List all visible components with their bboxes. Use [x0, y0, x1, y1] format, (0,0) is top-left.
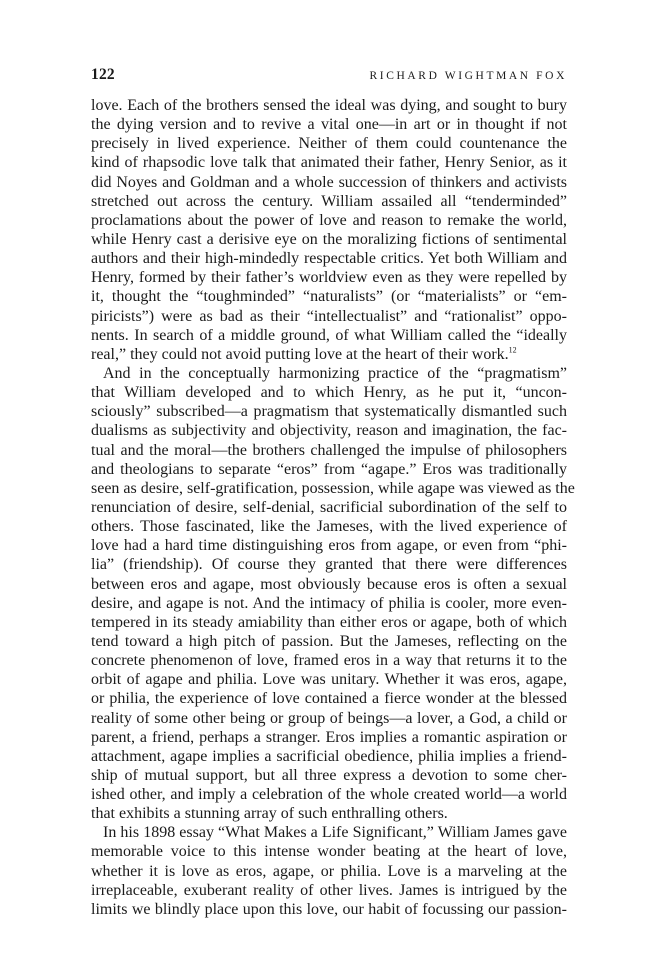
line-text: nents. In search of a middle ground, of what William called the “ideally	[91, 326, 567, 344]
text-line	[91, 555, 567, 574]
text-line	[91, 153, 567, 172]
text-line	[91, 345, 567, 364]
text-line	[91, 842, 567, 861]
text-line	[91, 307, 567, 326]
text-line	[91, 823, 567, 842]
text-line	[91, 804, 567, 823]
text-line	[91, 287, 567, 306]
line-text: seen as desire, self-gratification, possession, while agape was viewed as the	[91, 479, 575, 497]
paragraph	[91, 96, 567, 364]
text-line	[91, 766, 567, 785]
body-text	[91, 96, 575, 919]
text-line	[91, 594, 567, 613]
line-text: ship of mutual support, but all three express a devotion to some cher-	[91, 766, 567, 784]
line-text: or philia, the experience of love contained a fierce wonder at the blessed	[91, 690, 567, 708]
line-text: In his 1898 essay “What Makes a Life Significant,” William James gave	[103, 824, 567, 842]
text-line	[91, 134, 567, 153]
line-text: tempered in its steady amiability than either eros or agape, both of which	[91, 613, 567, 631]
text-line	[91, 230, 567, 249]
text-line	[91, 249, 567, 268]
running-title: RICHARD WIGHTMAN FOX	[369, 70, 567, 82]
text-line	[91, 728, 567, 747]
text-line	[91, 479, 575, 498]
line-text: reality of some other being or group of beings—a lover, a God, a child or	[91, 709, 567, 727]
paragraph	[91, 364, 575, 823]
line-text: tend toward a high pitch of passion. But the Jameses, reflecting on the	[91, 632, 567, 650]
line-text: memorable voice to this intense wonder beating at the heart of love,	[91, 843, 567, 861]
line-text: sciously” subscribed—a pragmatism that systematically dismantled such	[91, 403, 567, 421]
line-text: tual and the moral—the brothers challenged the impulse of philosophers	[91, 441, 567, 459]
line-text: concrete phenomenon of love, framed eros in a way that returns it to the	[91, 652, 567, 670]
paragraph	[91, 823, 567, 919]
text-line	[91, 211, 567, 230]
text-line	[91, 881, 567, 900]
text-line	[91, 115, 567, 134]
text-line	[91, 192, 567, 211]
book-page	[91, 66, 575, 919]
page-number: 122	[91, 66, 115, 83]
line-text: orbit of agape and philia. Love was unitary. Whether it was eros, agape,	[91, 671, 567, 689]
text-line	[91, 575, 567, 594]
text-line	[91, 402, 567, 421]
line-text: love. Each of the brothers sensed the ideal was dying, and sought to bury	[91, 97, 567, 114]
text-line	[91, 460, 567, 479]
text-line	[91, 96, 567, 115]
line-text: and theologians to separate “eros” from “agape.” Eros was traditionally	[91, 460, 567, 478]
line-text: others. Those fascinated, like the Jameses, with the lived experience of	[91, 518, 567, 536]
line-text: the dying version and to revive a vital one—in art or in thought if not	[91, 116, 567, 134]
text-line	[91, 670, 567, 689]
text-line	[91, 498, 567, 517]
line-text: dualisms as subjectivity and objectivity, reason and imagination, the fac-	[91, 422, 567, 440]
text-line	[91, 536, 567, 555]
line-text: authors and their high-mindedly respectable critics. Yet both William and	[91, 250, 567, 268]
line-text: that exhibits a stunning array of such enthralling others.	[91, 805, 448, 823]
line-text: attachment, agape implies a sacrificial obedience, philia implies a friend-	[91, 747, 567, 765]
text-line	[91, 613, 567, 632]
line-text: between eros and agape, most obviously because eros is often a sexual	[91, 575, 567, 593]
running-head	[91, 66, 567, 90]
line-text: irreplaceable, exuberant reality of other lives. James is intrigued by the	[91, 881, 567, 899]
text-line	[91, 900, 567, 919]
text-line	[91, 173, 567, 192]
text-line	[91, 785, 567, 804]
line-text: love had a hard time distinguishing eros from agape, or even from “phi-	[91, 537, 567, 555]
line-text: that William developed and to which Henry, as he put it, “uncon-	[91, 384, 567, 402]
line-text: piricists”) were as bad as their “intellectualist” and “rationalist” oppo-	[91, 307, 567, 325]
text-line	[91, 383, 567, 402]
line-text: stretched out across the century. William assailed all “tenderminded”	[91, 192, 567, 210]
line-text: ished other, and imply a celebration of the whole created world—a world	[91, 786, 567, 804]
line-text: lia” (friendship). Of course they granted that there were differences	[91, 556, 567, 574]
text-line	[91, 689, 567, 708]
text-line	[91, 441, 567, 460]
line-text: while Henry cast a derisive eye on the moralizing fictions of sentimental	[91, 230, 567, 248]
line-text: Henry, formed by their father’s worldview even as they were repelled by	[91, 269, 567, 287]
text-line	[91, 421, 567, 440]
text-line	[91, 709, 567, 728]
footnote-marker[interactable]: 12	[508, 345, 517, 355]
text-line	[91, 364, 567, 383]
text-line	[91, 517, 567, 536]
text-line	[91, 632, 567, 651]
line-text: kind of rhapsodic love talk that animated their father, Henry Senior, as it	[91, 154, 567, 172]
line-text: real,” they could not avoid putting love at the heart of their work.	[91, 345, 509, 363]
line-text: desire, and agape is not. And the intimacy of philia is cooler, more even-	[91, 594, 567, 612]
line-text: parent, a friend, perhaps a stranger. Eros implies a romantic aspiration or	[91, 728, 567, 746]
line-text: proclamations about the power of love and reason to remake the world,	[91, 211, 567, 229]
text-line	[91, 326, 567, 345]
text-line	[91, 747, 567, 766]
line-text: precisely in lived experience. Neither of them could countenance the	[91, 135, 567, 153]
line-text: And in the conceptually harmonizing practice of the “pragmatism”	[103, 364, 567, 382]
text-line	[91, 651, 567, 670]
text-line	[91, 268, 567, 287]
line-text: it, thought the “toughminded” “naturalists” (or “materialists” or “em-	[91, 288, 567, 306]
text-line	[91, 862, 567, 881]
line-text: did Noyes and Goldman and a whole succession of thinkers and activists	[91, 173, 567, 191]
line-text: whether it is love as eros, agape, or philia. Love is a marveling at the	[91, 862, 567, 880]
line-text: renunciation of desire, self-denial, sacrificial subordination of the self to	[91, 498, 567, 516]
line-text: limits we blindly place upon this love, our habit of focussing our passion-	[91, 900, 567, 918]
